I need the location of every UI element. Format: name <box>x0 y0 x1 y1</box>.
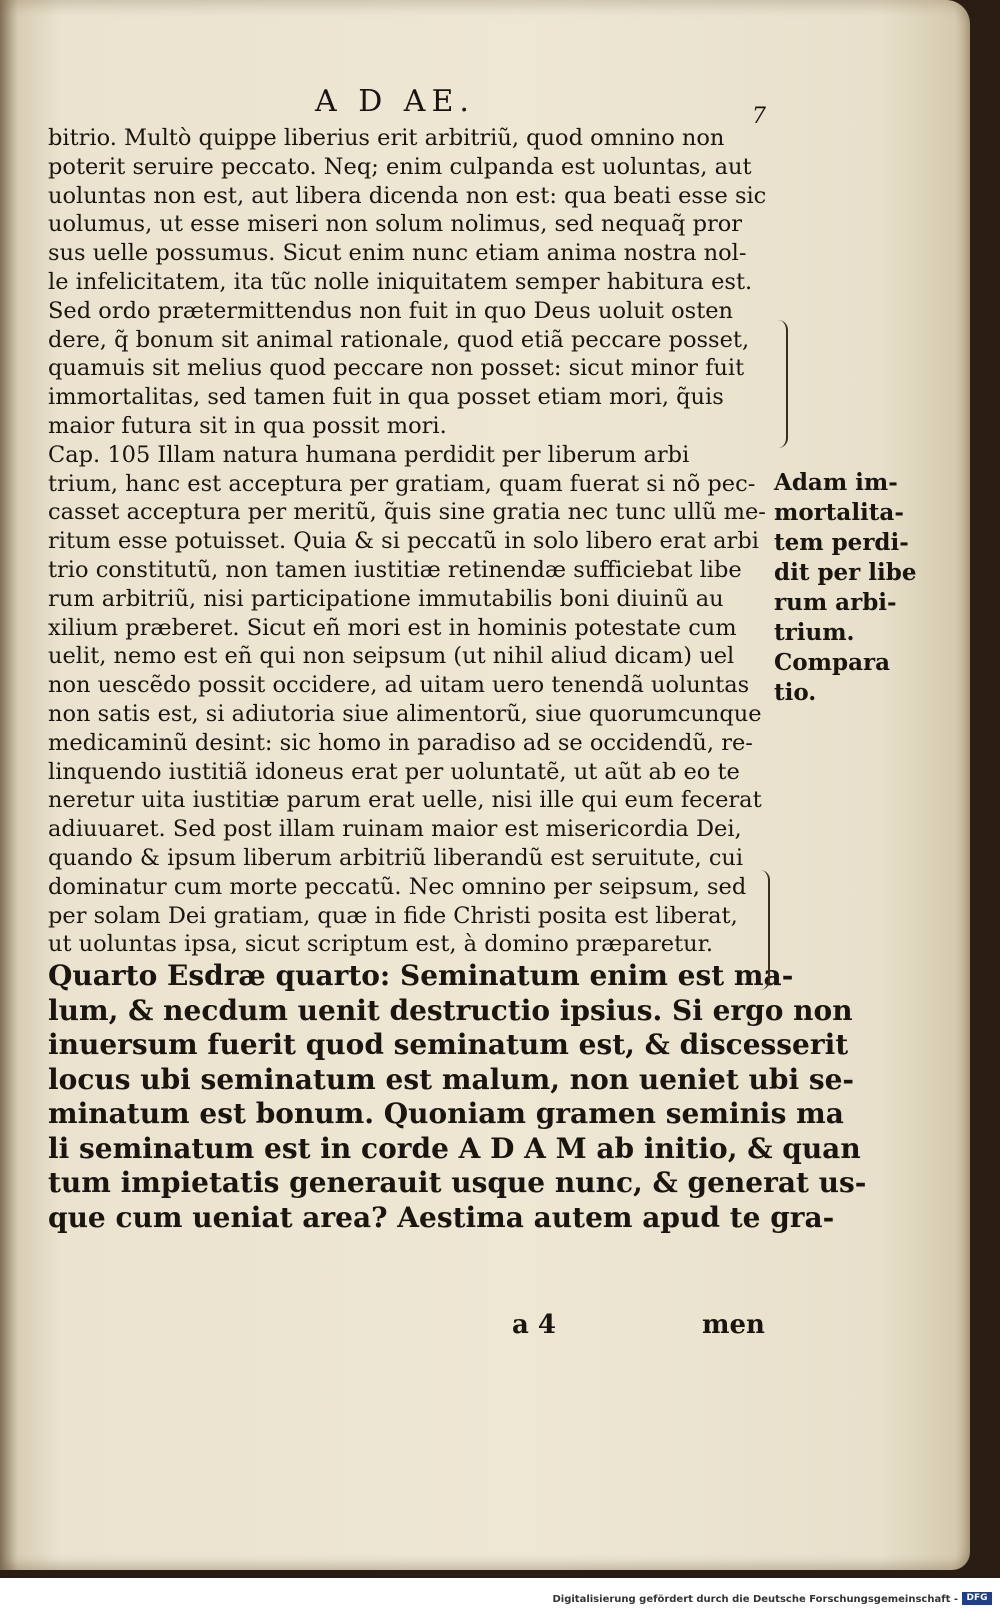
text-line: dominatur cum morte peccatũ. Nec omnino per seipsum, sed <box>48 873 747 900</box>
margin-bracket <box>778 320 788 448</box>
margin-note-line: tem perdi- <box>774 529 909 556</box>
large-text-line: minatum est bonum. Quoniam gramen seminis ma <box>48 1097 844 1131</box>
text-line: maior futura sit in qua possit mori. <box>48 412 447 439</box>
text-line: uelit, nemo est eñ qui non seipsum (ut nihil aliud dicam) uel <box>48 643 735 670</box>
catchword: men <box>702 1310 765 1340</box>
running-head: A D AE. <box>315 84 475 119</box>
text-line: non uescẽdo possit occidere, ad uitam uero tenendã uoluntas <box>48 672 750 699</box>
text-line: adiuuaret. Sed post illam ruinam maior est misericordia Dei, <box>48 816 742 843</box>
text-line: rum arbitriũ, nisi participatione immutabilis boni diuinũ au <box>48 585 724 612</box>
text-line: le infelicitatem, ita tũc nolle iniquitatem semper habitura est. <box>48 268 753 295</box>
text-line: ut uoluntas ipsa, sicut scriptum est, à domino præparetur. <box>48 931 714 958</box>
text-line: casset acceptura per meritũ, q̃uis sine gratia nec tunc ullũ me- <box>48 499 766 526</box>
chapter-line: Cap. 105 Illam natura humana perdidit per liberum arbi <box>48 441 690 468</box>
page-number: 7 <box>752 104 766 129</box>
text-line: sus uelle possumus. Sicut enim nunc etiam anima nostra nol- <box>48 240 747 267</box>
text-line: xilium præberet. Sicut eñ mori est in hominis potestate cum <box>48 614 737 641</box>
text-line: immortalitas, sed tamen fuit in qua posset etiam mori, q̃uis <box>48 384 724 411</box>
large-text-line: Quarto Esdræ quarto: Seminatum enim est ma- <box>48 959 794 993</box>
text-line: medicaminũ desint: sic homo in paradiso ad se occidendũ, re- <box>48 729 753 756</box>
text-line: poterit seruire peccato. Neq; enim culpanda est uoluntas, aut <box>48 153 752 180</box>
text-line: linquendo iustitiã idoneus erat per uoluntatẽ, ut aũt ab eo te <box>48 758 740 785</box>
margin-bracket <box>760 870 770 990</box>
text-line: trium, hanc est acceptura per gratiam, quam fuerat si nõ pec- <box>48 470 756 497</box>
margin-note <box>774 468 916 708</box>
text-line: neretur uita iustitiæ parum erat uelle, nisi ille qui eum fecerat <box>48 787 762 814</box>
text-line: bitrio. Multò quippe liberius erit arbitriũ, quod omnino non <box>48 125 725 151</box>
large-text-line: inuersum fuerit quod seminatum est, & discesserit <box>48 1028 849 1062</box>
text-line: trio constitutũ, non tamen iustitiæ retinendæ sufficiebat libe <box>48 556 742 583</box>
large-text-line: locus ubi seminatum est malum, non ueniet ubi se- <box>48 1062 855 1096</box>
text-line: non satis est, si adiutoria siue alimentorũ, siue quorumcunque <box>48 700 762 727</box>
large-text-line: que cum ueniat area? Aestima autem apud te gra- <box>48 1200 835 1234</box>
margin-note-line: Adam im- <box>774 469 898 496</box>
dfg-logo: DFG <box>962 1592 992 1605</box>
margin-note-line: tio. <box>774 679 817 706</box>
margin-note-line: dit per libe <box>774 559 917 586</box>
text-line: Sed ordo prætermittendus non fuit in quo Deus uoluit osten <box>48 297 734 324</box>
text-line: uolumus, ut esse miseri non solum nolimus, sed nequaq̃ pror <box>48 211 743 238</box>
text-line: quamuis sit melius quod peccare non posset: sicut minor fuit <box>48 355 745 382</box>
text-line: uoluntas non est, aut libera dicenda non est: qua beati esse sic <box>48 182 767 209</box>
margin-note-line: trium. <box>774 619 855 646</box>
margin-note-line: Compara <box>774 649 890 676</box>
text-line: ritum esse potuisset. Quia & si peccatũ in solo libero erat arbi <box>48 528 759 555</box>
large-text-line: li seminatum est in corde A D A M ab initio, & quan <box>48 1131 861 1165</box>
large-text-line: lum, & necdum uenit destructio ipsius. Si ergo non <box>48 993 853 1027</box>
margin-note-line: mortalita- <box>774 499 904 526</box>
footer-credit: Digitalisierung gefördert durch die Deutsche Forschungsgemeinschaft - <box>552 1594 958 1605</box>
text-line: per solam Dei gratiam, quæ in fide Christi posita est liberat, <box>48 902 738 929</box>
text-line: dere, q̃ bonum sit animal rationale, quod etiã peccare posset, <box>48 326 750 353</box>
text-line: quando & ipsum liberum arbitriũ liberandũ est seruitute, cui <box>48 844 744 871</box>
signature-mark: a 4 <box>512 1310 556 1340</box>
large-text-line: tum impietatis generauit usque nunc, & generat us- <box>48 1166 867 1200</box>
margin-note-line: rum arbi- <box>774 589 897 616</box>
